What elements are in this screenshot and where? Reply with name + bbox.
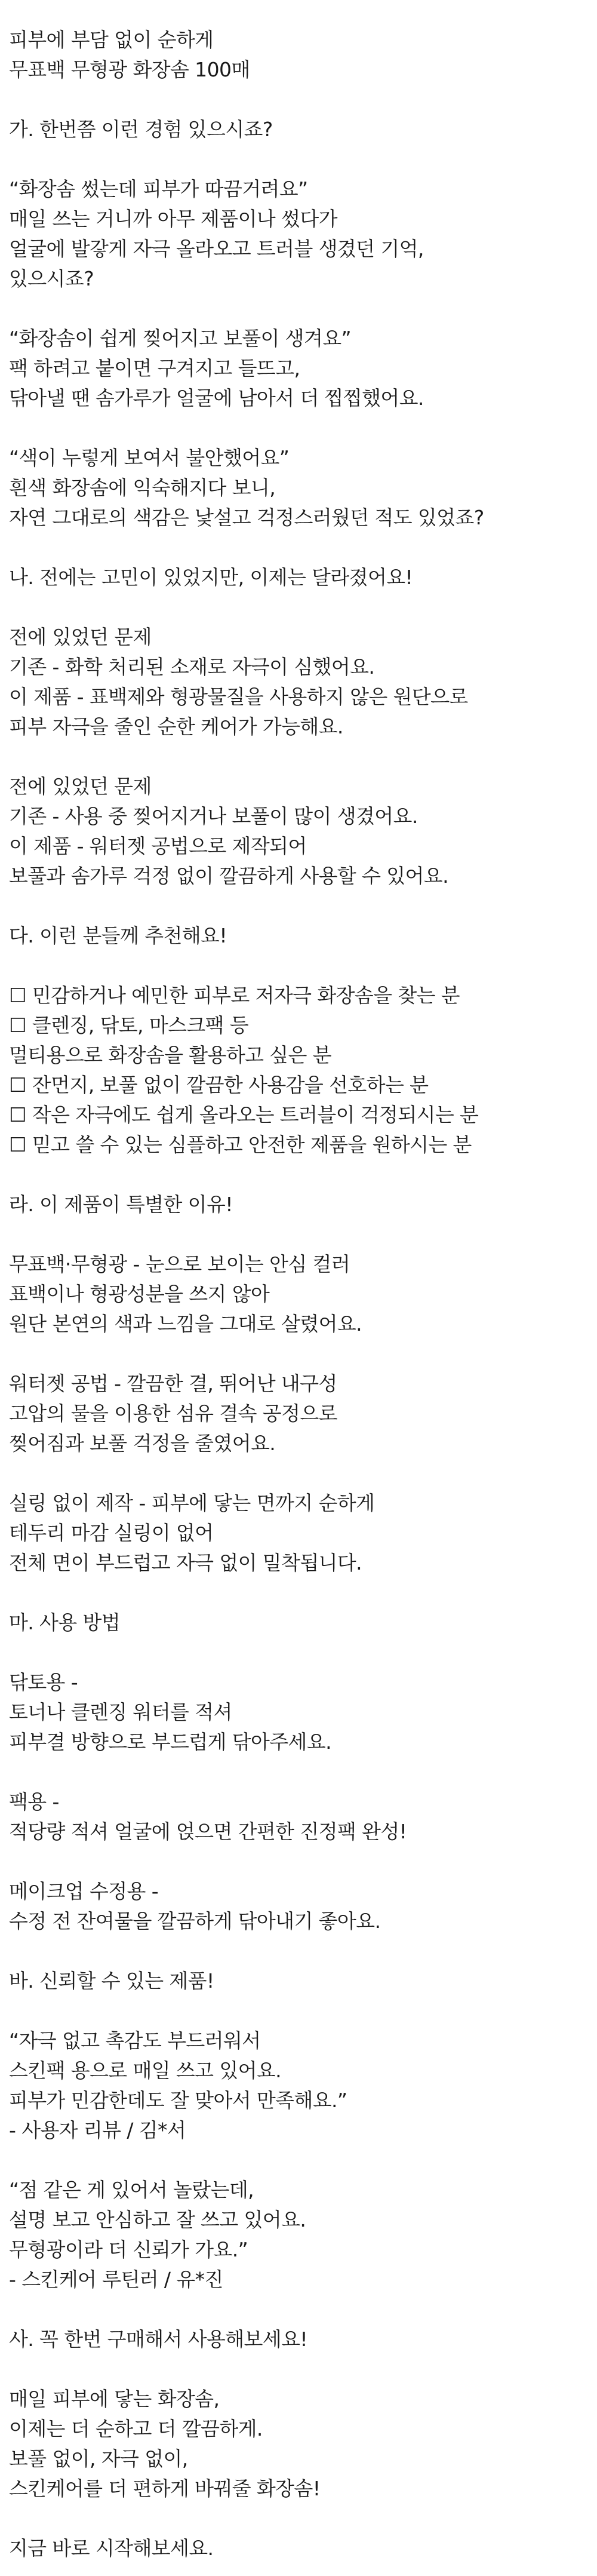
text-line: 이 제품 - 워터젯 공법으로 제작되어 — [9, 834, 307, 858]
paragraph-problem-2 — [9, 772, 597, 891]
text-line: 얼굴에 발갛게 자극 올라오고 트러블 생겼던 기억, — [9, 237, 424, 260]
text-line: ☐ 믿고 쓸 수 있는 심플하고 안전한 제품을 원하시는 분 — [9, 1133, 472, 1156]
text-line: “색이 누렇게 보여서 불안했어요” — [9, 446, 290, 469]
text-line: 워터젯 공법 - 깔끔한 결, 뛰어난 내구성 — [9, 1372, 337, 1395]
text-line: 매일 쓰는 거니까 아무 제품이나 썼다가 — [9, 207, 337, 231]
paragraph-intro — [9, 25, 597, 85]
text-line: 무형광이라 더 신뢰가 가요.” — [9, 2238, 248, 2261]
paragraph-usage-3 — [9, 1877, 597, 1936]
text-line: 나. 전에는 고민이 있었지만, 이제는 달라졌어요! — [9, 566, 413, 589]
text-line: 기존 - 화학 처리된 소재로 자극이 심했어요. — [9, 655, 375, 678]
text-line: 무표백·무형광 - 눈으로 보이는 안심 컬러 — [9, 1252, 350, 1276]
text-line: “화장솜 썼는데 피부가 따끔거려요” — [9, 177, 308, 201]
paragraph-review-2 — [9, 2175, 597, 2295]
text-line: 찢어짐과 보풀 걱정을 줄였어요. — [9, 1432, 276, 1455]
text-line: 있으시죠? — [9, 267, 94, 290]
text-line: 닦아낼 땐 솜가루가 얼굴에 남아서 더 찝찝했어요. — [9, 386, 424, 410]
paragraph-heading-ma — [9, 1608, 597, 1638]
text-line: 피부 자극을 줄인 순한 케어가 가능해요. — [9, 715, 343, 738]
text-line: ☐ 작은 자극에도 쉽게 올라오는 트러블이 걱정되시는 분 — [9, 1103, 479, 1126]
text-line: 고압의 물을 이용한 섬유 결속 공정으로 — [9, 1402, 337, 1425]
text-line: 라. 이 제품이 특별한 이유! — [9, 1193, 233, 1216]
paragraph-experience-1 — [9, 174, 597, 294]
text-line: 자연 그대로의 색감은 낯설고 걱정스러웠던 적도 있었죠? — [9, 506, 484, 529]
text-line: 가. 한번쯤 이런 경험 있으시죠? — [9, 118, 273, 141]
text-line: 바. 신뢰할 수 있는 제품! — [9, 1969, 214, 1992]
paragraph-closing — [9, 2384, 597, 2504]
text-line: 매일 피부에 닿는 화장솜, — [9, 2387, 220, 2411]
text-line: 기존 - 사용 중 찢어지거나 보풀이 많이 생겼어요. — [9, 805, 418, 828]
text-line: 전에 있었던 문제 — [9, 775, 152, 798]
text-line: 메이크업 수정용 - — [9, 1880, 159, 1903]
text-line: 이 제품 - 표백제와 형광물질을 사용하지 않은 원단으로 — [9, 685, 468, 708]
text-line: 적당량 적셔 얼굴에 얹으면 간편한 진정팩 완성! — [9, 1820, 407, 1843]
paragraph-usage-1 — [9, 1668, 597, 1757]
paragraph-experience-2 — [9, 324, 597, 413]
text-line: 원단 본연의 색과 느낌을 그대로 살렸어요. — [9, 1312, 362, 1335]
paragraph-feature-3 — [9, 1488, 597, 1578]
text-line: 닦토용 - — [9, 1671, 78, 1694]
text-line: 전에 있었던 문제 — [9, 625, 152, 649]
text-line: “점 같은 게 있어서 놀랐는데, — [9, 2178, 254, 2202]
text-line: 설명 보고 안심하고 잘 쓰고 있어요. — [9, 2208, 306, 2231]
text-line: 팩 하려고 붙이면 구겨지고 들뜨고, — [9, 357, 300, 380]
paragraph-heading-ga — [9, 115, 597, 145]
text-line: 스킨팩 용으로 매일 쓰고 있어요. — [9, 2059, 282, 2082]
paragraph-experience-3 — [9, 443, 597, 533]
text-line: - 스킨케어 루틴러 / 유*진 — [9, 2268, 223, 2291]
paragraph-heading-ra — [9, 1190, 597, 1220]
text-line: 표백이나 형광성분을 쓰지 않아 — [9, 1282, 270, 1306]
text-line: 흰색 화장솜에 익숙해지다 보니, — [9, 476, 276, 499]
text-line: “자극 없고 촉감도 부드러워서 — [9, 2029, 261, 2052]
text-line: ☐ 민감하거나 예민한 피부로 저자극 화장솜을 찾는 분 — [9, 984, 460, 1007]
paragraph-usage-2 — [9, 1787, 597, 1847]
paragraph-feature-1 — [9, 1249, 597, 1339]
paragraph-heading-na — [9, 563, 597, 592]
text-line: 피부결 방향으로 부드럽게 닦아주세요. — [9, 1730, 332, 1754]
paragraph-review-1 — [9, 2026, 597, 2145]
text-line: ☐ 잔먼지, 보풀 없이 깔끔한 사용감을 선호하는 분 — [9, 1073, 429, 1097]
text-line: “화장솜이 쉽게 찢어지고 보풀이 생겨요” — [9, 327, 351, 350]
text-line: 마. 사용 방법 — [9, 1611, 121, 1634]
text-line: 멀티용으로 화장솜을 활용하고 싶은 분 — [9, 1043, 332, 1067]
paragraph-heading-ba — [9, 1966, 597, 1996]
text-line: 팩용 - — [9, 1790, 59, 1813]
text-line: 무표백 무형광 화장솜 100매 — [9, 58, 250, 81]
text-line: - 사용자 리뷰 / 김*서 — [9, 2118, 186, 2142]
text-line: 전체 면이 부드럽고 자극 없이 밀착됩니다. — [9, 1551, 362, 1574]
text-line: 다. 이런 분들께 추천해요! — [9, 924, 227, 947]
text-line: 이제는 더 순하고 더 깔끔하게. — [9, 2417, 263, 2440]
text-line: 피부에 부담 없이 순하게 — [9, 28, 214, 51]
text-line: 스킨케어를 더 편하게 바꿔줄 화장솜! — [9, 2477, 321, 2500]
paragraph-heading-sa — [9, 2325, 597, 2354]
paragraph-problem-1 — [9, 622, 597, 742]
text-line: ☐ 클렌징, 닦토, 마스크팩 등 — [9, 1014, 249, 1037]
paragraph-feature-2 — [9, 1369, 597, 1459]
text-line: 지금 바로 시작해보세요. — [9, 2537, 214, 2560]
text-line: 보풀 없이, 자극 없이, — [9, 2447, 188, 2470]
text-line: 보풀과 솜가루 걱정 없이 깔끔하게 사용할 수 있어요. — [9, 864, 448, 888]
paragraph-recommend-list — [9, 981, 597, 1160]
paragraph-heading-da — [9, 921, 597, 951]
text-line: 테두리 마감 실링이 없어 — [9, 1521, 214, 1545]
text-line: 토너나 클렌징 워터를 적셔 — [9, 1700, 232, 1724]
text-line: 수정 전 잔여물을 깔끔하게 닦아내기 좋아요. — [9, 1909, 381, 1933]
text-line: 실링 없이 제작 - 피부에 닿는 면까지 순하게 — [9, 1491, 375, 1515]
text-line: 피부가 민감한데도 잘 맞아서 만족해요.” — [9, 2089, 347, 2112]
paragraph-cta — [9, 2534, 597, 2563]
text-line: 사. 꼭 한번 구매해서 사용해보세요! — [9, 2328, 307, 2351]
